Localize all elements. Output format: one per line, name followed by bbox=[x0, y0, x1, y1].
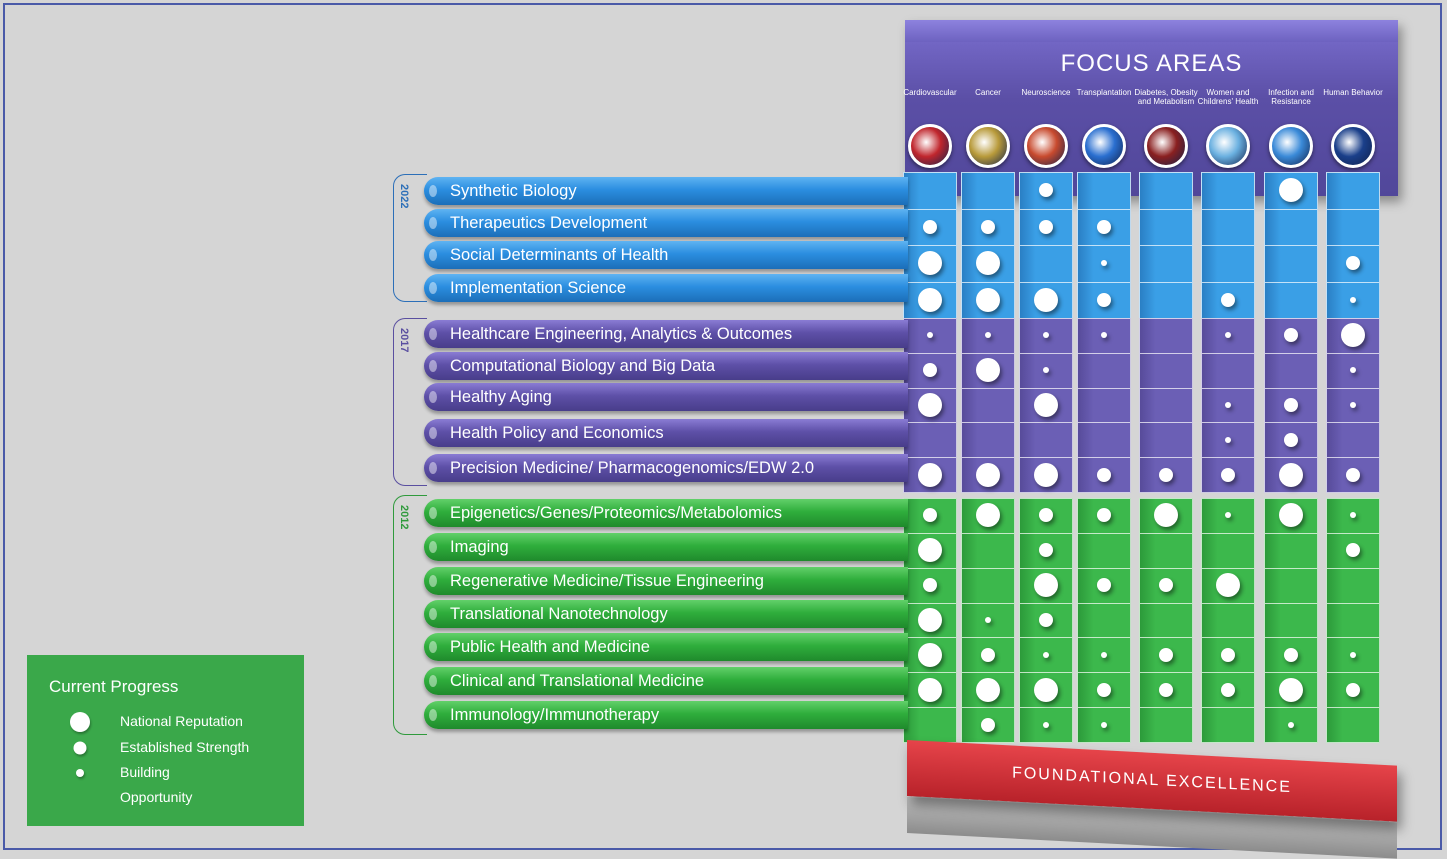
group-2017-year-label: 2017 bbox=[398, 328, 410, 353]
progress-dot-level-3 bbox=[1034, 678, 1058, 702]
progress-dot-level-2 bbox=[1097, 578, 1111, 592]
progress-dot-level-1 bbox=[1225, 402, 1231, 408]
grid-cell bbox=[1139, 707, 1193, 743]
grid-cell bbox=[1326, 209, 1380, 247]
initiative-label: Healthy Aging bbox=[450, 388, 552, 406]
progress-dot-level-1 bbox=[1043, 367, 1049, 373]
initiative-bar-regenerative-medicine-tissue-engineering bbox=[424, 567, 908, 595]
progress-dot-level-3 bbox=[1279, 678, 1303, 702]
initiative-bar-epigenetics-genes-proteomics-metabolomics bbox=[424, 499, 908, 527]
initiative-label: Social Determinants of Health bbox=[450, 246, 669, 264]
progress-dot-level-2 bbox=[923, 363, 937, 377]
initiative-label: Therapeutics Development bbox=[450, 214, 648, 232]
initiative-bar-therapeutics-development bbox=[424, 209, 908, 237]
progress-dot-level-2 bbox=[981, 718, 995, 732]
progress-dot-level-2 bbox=[1221, 683, 1235, 697]
progress-dot-level-1 bbox=[1225, 512, 1231, 518]
initiative-bar-public-health-and-medicine bbox=[424, 633, 908, 661]
progress-dot-level-3 bbox=[918, 643, 942, 667]
initiative-label: Translational Nanotechnology bbox=[450, 605, 668, 623]
progress-dot-level-2 bbox=[1097, 468, 1111, 482]
grid-cell bbox=[1077, 172, 1131, 210]
initiative-bar-synthetic-biology bbox=[424, 177, 908, 205]
grid-cell bbox=[1201, 707, 1255, 743]
initiative-bar-implementation-science bbox=[424, 274, 908, 302]
progress-dot-level-3 bbox=[976, 251, 1000, 275]
progress-dot-level-2 bbox=[1097, 293, 1111, 307]
progress-dot-level-2 bbox=[981, 220, 995, 234]
progress-dot-level-2 bbox=[1159, 578, 1173, 592]
legend-dot-level-3 bbox=[70, 712, 90, 732]
progress-dot-level-2 bbox=[1097, 220, 1111, 234]
focus-areas-title: FOCUS AREAS bbox=[1060, 50, 1243, 77]
progress-dot-level-3 bbox=[918, 678, 942, 702]
progress-dot-level-2 bbox=[1221, 293, 1235, 307]
grid-cell bbox=[1201, 533, 1255, 569]
grid-cell bbox=[1077, 603, 1131, 639]
progress-dot-level-2 bbox=[1039, 543, 1053, 557]
legend-item-established-strength: Established Strength bbox=[120, 739, 250, 755]
grid-cell bbox=[1201, 172, 1255, 210]
progress-dot-level-1 bbox=[1043, 722, 1049, 728]
legend-panel bbox=[27, 655, 304, 826]
progress-dot-level-2 bbox=[1039, 183, 1053, 197]
grid-cell bbox=[1326, 568, 1380, 604]
progress-dot-level-3 bbox=[976, 288, 1000, 312]
progress-dot-level-2 bbox=[923, 220, 937, 234]
progress-dot-level-2 bbox=[1346, 468, 1360, 482]
grid-cell bbox=[1326, 172, 1380, 210]
grid-cell bbox=[903, 422, 957, 458]
progress-dot-level-1 bbox=[1350, 297, 1356, 303]
progress-dot-level-2 bbox=[1097, 683, 1111, 697]
initiative-bar-healthcare-engineering-analytics-outcomes bbox=[424, 320, 908, 348]
progress-dot-level-3 bbox=[1034, 393, 1058, 417]
legend-dot-level-2 bbox=[74, 742, 87, 755]
legend-dot-level-1 bbox=[76, 769, 84, 777]
progress-dot-level-1 bbox=[1350, 512, 1356, 518]
progress-dot-level-2 bbox=[1159, 468, 1173, 482]
grid-cell bbox=[1201, 603, 1255, 639]
progress-dot-level-3 bbox=[918, 608, 942, 632]
grid-cell bbox=[1264, 568, 1318, 604]
progress-dot-level-1 bbox=[927, 332, 933, 338]
focus-area-label: Human Behavior bbox=[1323, 88, 1383, 97]
initiative-bar-social-determinants-of-health bbox=[424, 241, 908, 269]
grid-cell bbox=[1264, 533, 1318, 569]
group-2012-bracket bbox=[393, 495, 427, 735]
grid-cell bbox=[961, 388, 1015, 424]
progress-dot-level-1 bbox=[1101, 722, 1107, 728]
initiative-bar-clinical-and-translational-medicine bbox=[424, 667, 908, 695]
progress-dot-level-2 bbox=[1284, 648, 1298, 662]
progress-dot-level-2 bbox=[923, 578, 937, 592]
progress-dot-level-3 bbox=[918, 538, 942, 562]
grid-cell bbox=[1139, 172, 1193, 210]
progress-dot-level-1 bbox=[985, 617, 991, 623]
progress-dot-level-3 bbox=[1279, 463, 1303, 487]
progress-dot-level-2 bbox=[1159, 683, 1173, 697]
initiative-label: Public Health and Medicine bbox=[450, 638, 650, 656]
focus-area-label: Transplantation bbox=[1076, 88, 1132, 97]
grid-cell bbox=[1264, 245, 1318, 283]
progress-dot-level-3 bbox=[918, 251, 942, 275]
progress-dot-level-3 bbox=[976, 463, 1000, 487]
progress-dot-level-3 bbox=[1154, 503, 1178, 527]
progress-dot-level-3 bbox=[1034, 288, 1058, 312]
initiative-label: Imaging bbox=[450, 538, 509, 556]
grid-cell bbox=[1139, 533, 1193, 569]
progress-dot-level-2 bbox=[1039, 613, 1053, 627]
progress-dot-level-3 bbox=[918, 393, 942, 417]
progress-dot-level-2 bbox=[981, 648, 995, 662]
progress-dot-level-2 bbox=[1097, 508, 1111, 522]
initiative-label: Epigenetics/Genes/Proteomics/Metabolomics bbox=[450, 504, 782, 522]
progress-dot-level-3 bbox=[918, 463, 942, 487]
initiative-bar-immunology-immunotherapy bbox=[424, 701, 908, 729]
grid-cell bbox=[1326, 603, 1380, 639]
grid-cell bbox=[961, 533, 1015, 569]
progress-dot-level-2 bbox=[1039, 508, 1053, 522]
grid-cell bbox=[1326, 422, 1380, 458]
initiative-bar-precision-medicine-pharmacogenomics-edw-2-0 bbox=[424, 454, 908, 482]
grid-cell bbox=[1264, 282, 1318, 320]
focus-area-label: Neuroscience bbox=[1021, 88, 1071, 97]
initiative-label: Clinical and Translational Medicine bbox=[450, 672, 705, 690]
progress-dot-level-1 bbox=[1101, 260, 1107, 266]
grid-cell bbox=[1139, 388, 1193, 424]
progress-dot-level-3 bbox=[1034, 463, 1058, 487]
grid-cell bbox=[903, 172, 957, 210]
legend-item-national-reputation: National Reputation bbox=[120, 713, 243, 729]
grid-cell bbox=[1077, 388, 1131, 424]
progress-dot-level-1 bbox=[1043, 652, 1049, 658]
initiative-label: Precision Medicine/ Pharmacogenomics/EDW 2.0 bbox=[450, 459, 815, 477]
progress-dot-level-3 bbox=[976, 503, 1000, 527]
progress-dot-level-1 bbox=[1288, 722, 1294, 728]
grid-cell bbox=[1264, 353, 1318, 389]
progress-dot-level-1 bbox=[1225, 437, 1231, 443]
progress-dot-level-2 bbox=[1221, 648, 1235, 662]
progress-dot-level-3 bbox=[1279, 503, 1303, 527]
progress-dot-level-3 bbox=[976, 358, 1000, 382]
initiative-bar-health-policy-and-economics bbox=[424, 419, 908, 447]
grid-cell bbox=[1019, 245, 1073, 283]
grid-cell bbox=[1139, 282, 1193, 320]
progress-dot-level-1 bbox=[1350, 402, 1356, 408]
progress-dot-level-1 bbox=[1350, 652, 1356, 658]
grid-cell bbox=[1139, 245, 1193, 283]
progress-dot-level-3 bbox=[1034, 573, 1058, 597]
initiative-bar-translational-nanotechnology bbox=[424, 600, 908, 628]
grid-cell bbox=[961, 568, 1015, 604]
grid-cell bbox=[1019, 422, 1073, 458]
progress-dot-level-3 bbox=[918, 288, 942, 312]
grid-cell bbox=[1139, 603, 1193, 639]
initiative-bar-imaging bbox=[424, 533, 908, 561]
progress-dot-level-2 bbox=[1039, 220, 1053, 234]
progress-dot-level-3 bbox=[976, 678, 1000, 702]
grid-cell bbox=[1077, 353, 1131, 389]
grid-cell bbox=[1139, 353, 1193, 389]
progress-dot-level-2 bbox=[1346, 543, 1360, 557]
progress-dot-level-1 bbox=[1101, 332, 1107, 338]
initiative-label: Healthcare Engineering, Analytics & Outcomes bbox=[450, 325, 793, 343]
progress-dot-level-1 bbox=[1350, 367, 1356, 373]
initiative-label: Implementation Science bbox=[450, 279, 627, 297]
initiative-label: Immunology/Immunotherapy bbox=[450, 706, 660, 724]
grid-cell bbox=[1139, 318, 1193, 354]
focus-area-label: Cancer bbox=[975, 88, 1001, 97]
progress-dot-level-2 bbox=[1284, 398, 1298, 412]
progress-dot-level-2 bbox=[1346, 683, 1360, 697]
progress-dot-level-3 bbox=[1279, 178, 1303, 202]
legend-title: Current Progress bbox=[49, 677, 179, 696]
grid-cell bbox=[1326, 707, 1380, 743]
grid-cell bbox=[1201, 245, 1255, 283]
grid-cell bbox=[1077, 422, 1131, 458]
progress-dot-level-1 bbox=[985, 332, 991, 338]
progress-dot-level-2 bbox=[923, 508, 937, 522]
focus-area-label: Women and Childrens' Health bbox=[1197, 88, 1259, 106]
progress-dot-level-1 bbox=[1043, 332, 1049, 338]
initiative-label: Synthetic Biology bbox=[450, 182, 577, 200]
focus-area-label: Infection and Resistance bbox=[1268, 88, 1314, 106]
grid-cell bbox=[1201, 209, 1255, 247]
initiative-label: Regenerative Medicine/Tissue Engineering bbox=[450, 572, 764, 590]
grid-cell bbox=[903, 707, 957, 743]
progress-dot-level-2 bbox=[1284, 433, 1298, 447]
grid-cell bbox=[1264, 603, 1318, 639]
grid-cell bbox=[961, 422, 1015, 458]
legend-item-opportunity: Opportunity bbox=[120, 789, 193, 805]
grid-cell bbox=[1201, 353, 1255, 389]
foundational-excellence-label: FOUNDATIONAL EXCELLENCE bbox=[1012, 764, 1292, 797]
focus-area-label: Diabetes, Obesity and Metabolism bbox=[1134, 88, 1198, 106]
progress-dot-level-1 bbox=[1225, 332, 1231, 338]
grid-cell bbox=[1264, 209, 1318, 247]
progress-dot-level-2 bbox=[1346, 256, 1360, 270]
focus-area-label: Cardiovascular bbox=[903, 88, 957, 97]
grid-cell bbox=[1139, 422, 1193, 458]
grid-cell bbox=[961, 172, 1015, 210]
legend-item-building: Building bbox=[120, 764, 170, 780]
initiative-label: Health Policy and Economics bbox=[450, 424, 664, 442]
group-2022-year-label: 2022 bbox=[398, 184, 410, 209]
progress-dot-level-3 bbox=[1341, 323, 1365, 347]
initiative-label: Computational Biology and Big Data bbox=[450, 357, 716, 375]
initiative-bar-computational-biology-and-big-data bbox=[424, 352, 908, 380]
grid-cell bbox=[1077, 533, 1131, 569]
progress-dot-level-1 bbox=[1101, 652, 1107, 658]
initiative-bar-healthy-aging bbox=[424, 383, 908, 411]
grid-cell bbox=[1139, 209, 1193, 247]
group-2012-year-label: 2012 bbox=[398, 505, 410, 530]
progress-dot-level-2 bbox=[1284, 328, 1298, 342]
progress-dot-level-3 bbox=[1216, 573, 1240, 597]
progress-dot-level-2 bbox=[1159, 648, 1173, 662]
progress-dot-level-2 bbox=[1221, 468, 1235, 482]
